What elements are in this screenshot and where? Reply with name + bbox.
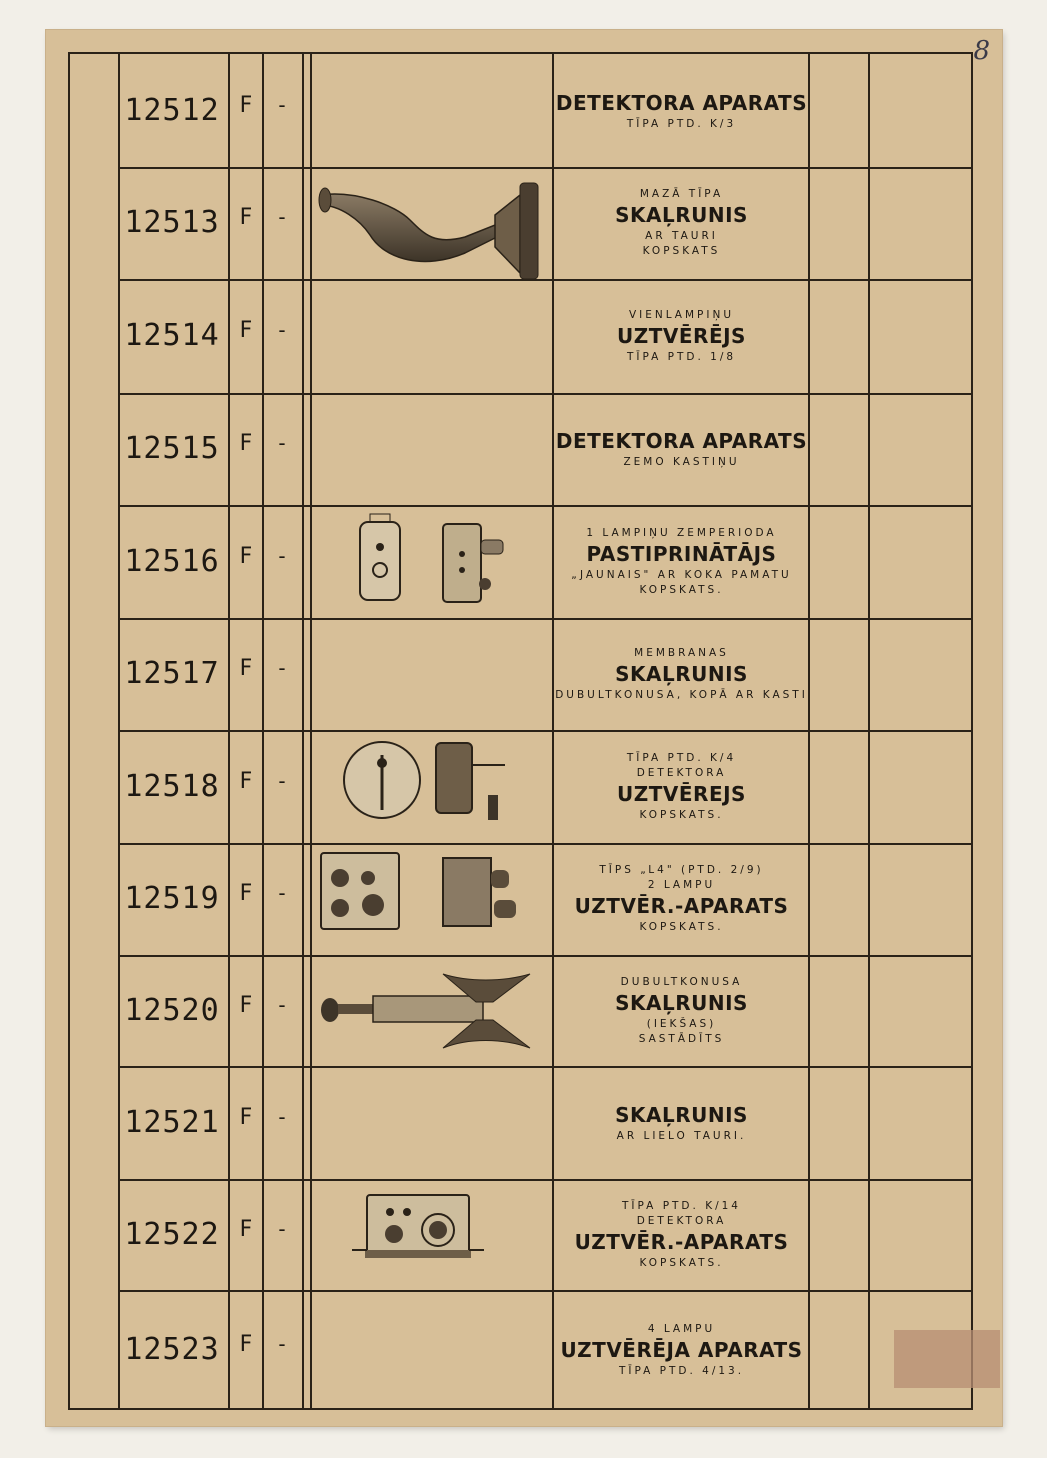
dash-mark: - [278,543,286,568]
item-name: UZTVĒR.-APARATS [574,1229,789,1254]
table-row [70,279,971,393]
item-detail: DETEKTORA [636,1214,727,1227]
catalog-number: 12518 [124,768,220,804]
table-row [70,618,971,730]
horn-speaker-illustration [315,175,550,285]
dash-mark: - [278,881,286,905]
detector-receiver-illustration [340,735,515,830]
item-name: DETEKTORA APARATS [555,90,808,115]
dash-mark: - [278,992,286,1017]
item-detail: KOPSKATS [642,245,721,257]
item-detail: MEMBRANAS [634,646,729,659]
category-letter: F [239,656,253,681]
item-detail: SASTĀDĪTS [638,1032,725,1045]
dash-mark: - [278,768,286,793]
item-detail: VIENLAMPIŅU [628,308,735,321]
catalog-number: 12519 [124,881,220,916]
item-description [554,187,809,259]
category-letter: F [239,431,253,456]
catalog-number: 12517 [124,656,220,691]
amplifier-illustration [355,512,515,607]
dash-mark: - [278,431,286,455]
item-name: UZTVĒREJS [617,781,746,806]
catalog-number: 12516 [124,543,220,579]
item-detail: AR LIELO TAURI. [616,1129,747,1142]
item-description [554,975,809,1047]
item-description [554,428,809,470]
item-detail: KOPSKATS. [639,1256,724,1269]
item-name: UZTVĒR.-APARATS [574,894,789,918]
dash-mark: - [278,318,286,342]
item-detail: KOPSKATS. [639,808,724,821]
table-row [70,54,971,167]
item-detail: TĪPA PTD. 1/8 [626,350,737,363]
table-row [70,1179,971,1290]
item-detail: KOPSKATS. [639,921,724,933]
category-letter: F [239,543,253,569]
item-description [554,90,809,132]
detector-apparatus-illustration [352,1192,487,1262]
item-description [554,863,809,935]
item-description [554,1199,809,1271]
corner-mark: 8 [973,36,990,66]
item-detail: 1 LAMPIŅU ZEMPERIODA [586,526,777,539]
item-name: SKAĻRUNIS [615,1102,748,1127]
two-lamp-receiver-illustration [318,850,528,935]
item-description [554,1102,809,1144]
item-name: PASTIPRINĀTĀJS [586,541,777,566]
item-name: DETEKTORA APARATS [555,429,808,453]
item-description [554,646,809,703]
item-name: UZTVĒRĒJA APARATS [560,1337,803,1362]
category-letter: F [239,992,253,1018]
catalog-number: 12522 [124,1216,220,1252]
dash-mark: - [278,1332,286,1356]
item-description [554,751,809,823]
item-detail: (IEKŠAS) [646,1017,717,1030]
table-row [70,1066,971,1179]
item-detail: AR TAURI [645,230,718,242]
catalog-number: 12514 [124,318,220,353]
item-detail: TĪPA PTD. K/4 [626,751,737,764]
item-detail: 2 LAMPU [647,879,716,891]
item-detail: DUBULTKONUSA [620,975,743,988]
dash-mark: - [278,92,286,117]
table-row [70,505,971,618]
item-detail: DETEKTORA [636,766,727,779]
catalog-number: 12520 [124,992,220,1028]
paper-stain [894,1330,1000,1388]
item-description [554,308,809,365]
item-detail: TĪPA PTD. K/3 [626,117,737,130]
category-letter: F [239,768,253,794]
dash-mark: - [278,1104,286,1129]
table-row [70,1290,971,1410]
item-detail: MAZĀ TĪPA [639,188,724,200]
dash-mark: - [278,656,286,680]
item-detail: DUBULTKONUSA, KOPĀ AR KASTI [555,688,808,701]
item-description [554,526,809,598]
item-detail: „JAUNAIS" AR KOKA PAMATU [571,568,792,581]
category-letter: F [239,1332,253,1357]
dash-mark: - [278,1216,286,1241]
category-letter: F [239,92,253,118]
item-detail: KOPSKATS. [639,583,724,596]
catalog-number: 12521 [124,1104,220,1140]
category-letter: F [239,1104,253,1130]
category-letter: F [239,881,253,906]
table-row [70,730,971,843]
category-letter: F [239,318,253,343]
item-description [554,1322,809,1379]
double-cone-speaker-illustration [318,972,533,1052]
catalog-number: 12515 [124,431,220,466]
item-detail: ZEMO KASTIŅU [623,456,740,468]
catalog-number: 12523 [124,1332,220,1367]
item-detail: TĪPS „L4" (PTD. 2/9) [599,864,764,876]
catalog-number: 12512 [124,92,220,128]
item-name: SKAĻRUNIS [615,990,748,1015]
category-letter: F [239,205,253,230]
item-detail: 4 LAMPU [647,1322,716,1335]
item-detail: TĪPA PTD. 4/13. [618,1364,745,1377]
table-row [70,393,971,505]
item-name: SKAĻRUNIS [615,203,748,227]
dash-mark: - [278,205,286,229]
item-detail: TĪPA PTD. K/14 [622,1199,741,1212]
category-letter: F [239,1216,253,1242]
catalog-number: 12513 [124,205,220,240]
item-name: SKAĻRUNIS [615,661,748,686]
item-name: UZTVĒRĒJS [617,323,746,348]
